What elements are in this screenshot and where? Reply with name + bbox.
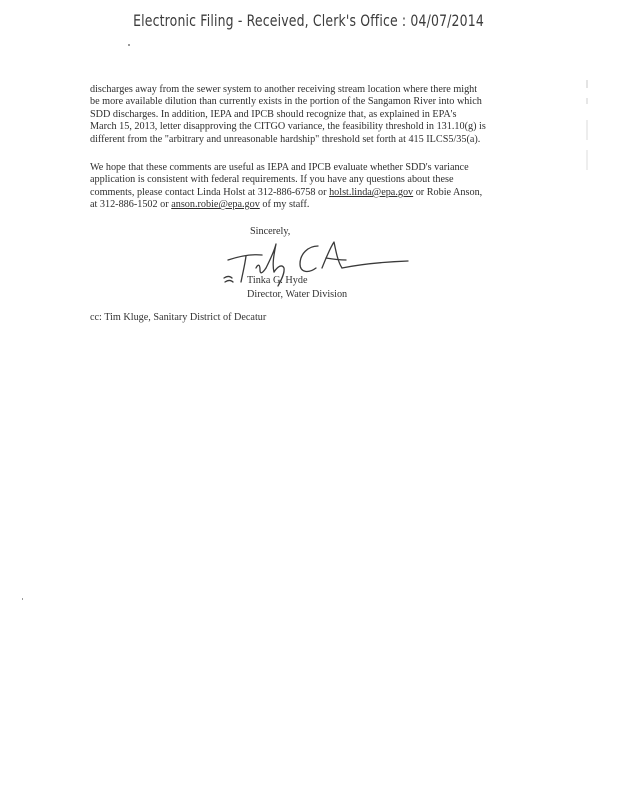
email-link-anson[interactable]: anson.robie@epa.gov bbox=[171, 199, 260, 211]
cc-line: cc: Tim Kluge, Sanitary District of Decatur bbox=[90, 312, 267, 323]
paragraph-line bbox=[90, 187, 518, 199]
scan-edge-marks bbox=[585, 80, 589, 170]
paragraph-line: SDD discharges. In addition, IEPA and IPCB should recognize that, as explained in EPA's bbox=[90, 108, 457, 120]
paragraph-line bbox=[90, 199, 518, 211]
signer-title: Director, Water Division bbox=[247, 289, 348, 300]
paragraph-text: or Robie Anson, bbox=[413, 186, 483, 198]
paragraph-line: discharges away from the sewer system to another receiving stream location where there might bbox=[90, 84, 478, 95]
paragraph-text: comments, please contact Linda Holst at 312-886-6758 or bbox=[90, 186, 330, 198]
paragraph-line: application is consistent with federal requirements. If you have any questions about these bbox=[90, 174, 454, 186]
scan-speck bbox=[128, 44, 130, 46]
closing-salutation: Sincerely, bbox=[250, 226, 291, 237]
body-paragraph-1 bbox=[90, 84, 518, 146]
paragraph-line: be more available dilution than currently exists in the portion of the Sangamon River into which bbox=[90, 96, 482, 108]
paragraph-text: at 312-886-1502 or bbox=[90, 199, 172, 211]
filing-stamp: Electronic Filing - Received, Clerk's Office : 04/07/2014 bbox=[133, 11, 484, 30]
signer-name: Tinka G. Hyde bbox=[247, 275, 308, 286]
body-paragraph-2 bbox=[90, 162, 518, 212]
email-link-holst[interactable]: holst.linda@epa.gov bbox=[329, 186, 414, 198]
scan-speck bbox=[22, 598, 23, 600]
paragraph-text: of my staff. bbox=[259, 199, 310, 211]
paragraph-line: We hope that these comments are useful as IEPA and IPCB evaluate whether SDD's variance bbox=[90, 162, 469, 173]
paragraph-line: different from the "arbitrary and unreasonable hardship" threshold set forth at 415 ILCS5/35(a). bbox=[90, 133, 481, 145]
paragraph-line: March 15, 2013, letter disapproving the CITGO variance, the feasibility threshold in 131.10(g) is bbox=[90, 121, 486, 133]
